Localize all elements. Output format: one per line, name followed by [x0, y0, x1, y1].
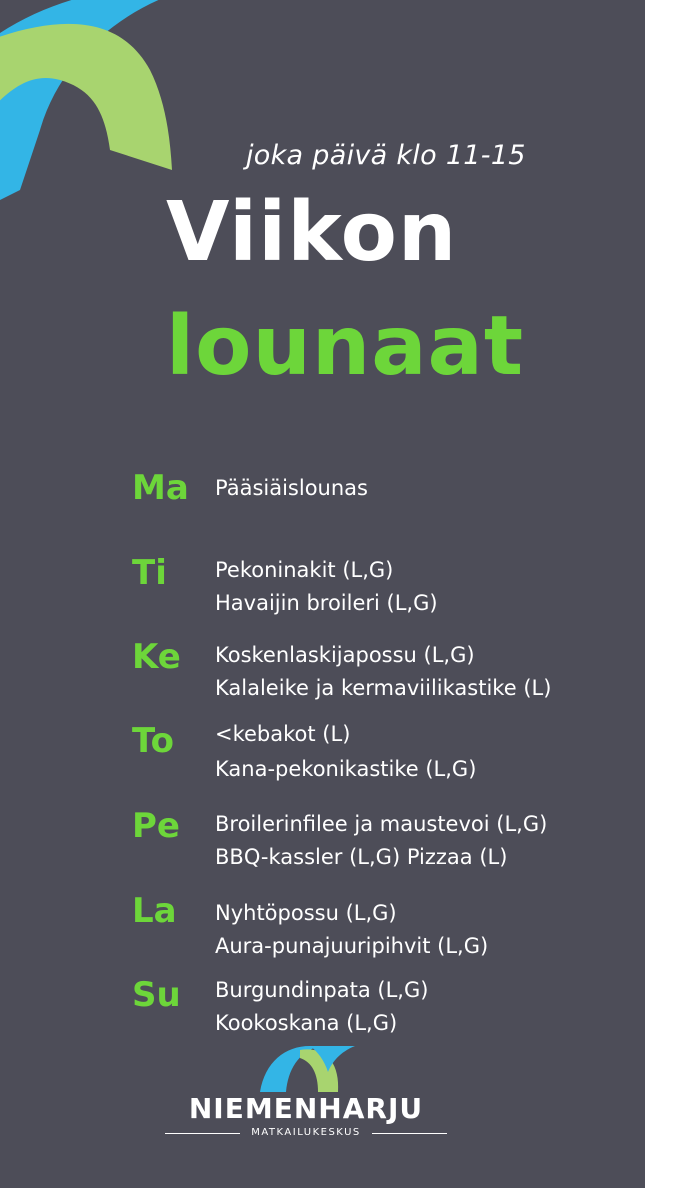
day-label: La — [132, 891, 177, 931]
dish: Kookoskana (L,G) — [215, 1011, 398, 1035]
dish: Pekoninakit (L,G) — [215, 558, 394, 582]
dish: Nyhtöpossu (L,G) — [215, 901, 397, 925]
niemenharju-logo — [160, 1042, 460, 1142]
day-label: Pe — [132, 806, 180, 846]
logo-tagline: MATKAILUKESKUS — [251, 1127, 361, 1138]
logo-arc-icon — [260, 1042, 355, 1094]
dish: Kana-pekonikastike (L,G) — [215, 757, 477, 781]
dish: Koskenlaskijapossu (L,G) — [215, 643, 475, 667]
title-lounaat: lounaat — [166, 299, 525, 394]
logo-wordmark: NIEMENHARJU — [188, 1092, 424, 1125]
day-label: To — [132, 721, 175, 761]
day-label: Ti — [132, 553, 167, 593]
dish: Aura-punajuuripihvit (L,G) — [215, 934, 489, 958]
serving-hours: joka päivä klo 11-15 — [246, 140, 526, 171]
day-label: Ke — [132, 637, 181, 677]
day-label: Ma — [132, 468, 189, 508]
dish: <kebakot (L) — [215, 722, 351, 746]
dish: Burgundinpata (L,G) — [215, 978, 429, 1002]
logo-rule-right — [372, 1133, 447, 1134]
dish: BBQ-kassler (L,G) Pizzaa (L) — [215, 845, 508, 869]
arc-decoration — [0, 0, 240, 210]
dish: Broilerinfilee ja maustevoi (L,G) — [215, 812, 548, 836]
title-viikon: Viikon — [166, 185, 458, 280]
dish: Havaijin broileri (L,G) — [215, 591, 438, 615]
dish: Kalaleike ja kermaviilikastike (L) — [215, 676, 552, 700]
dish: Pääsiäislounas — [215, 476, 368, 500]
day-label: Su — [132, 975, 181, 1015]
